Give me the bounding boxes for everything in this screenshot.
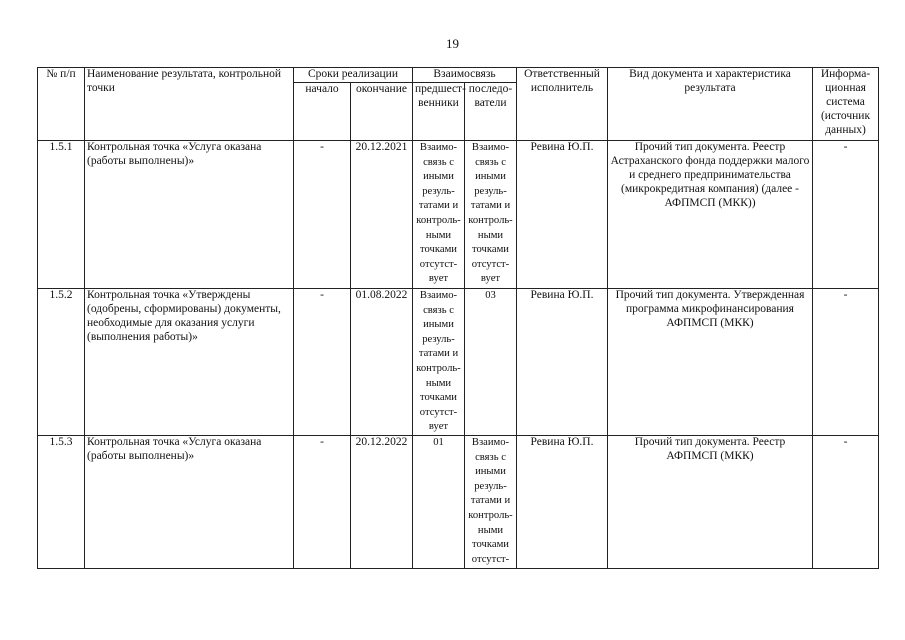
row-num: 1.5.3: [38, 435, 85, 568]
row-doc-type: Прочий тип документа. Утвержденная программа микрофинансирования АФПМСП (МКК): [608, 289, 813, 436]
header-info-system: Информа-ционная система (источник данных): [813, 68, 879, 141]
row-successors: Взаимо-связь с иными резуль-татами и контроль-ными точками отсутст-: [465, 435, 517, 568]
row-info-system: -: [813, 289, 879, 436]
row-responsible: Ревина Ю.П.: [517, 435, 608, 568]
table-row: [38, 141, 879, 289]
header-start: начало: [294, 83, 351, 141]
row-start: -: [294, 289, 351, 436]
header-relation-group: Взаимосвязь: [413, 68, 517, 83]
table-row: [38, 435, 879, 568]
row-num: 1.5.1: [38, 141, 85, 289]
row-predecessors: Взаимо-связь с иными резуль-татами и контроль-ными точками отсутст-вует: [413, 289, 465, 436]
row-num: 1.5.2: [38, 289, 85, 436]
row-name: Контрольная точка «Услуга оказана (работы выполнены)»: [85, 435, 294, 568]
row-predecessors: Взаимо-связь с иными резуль-татами и контроль-ными точками отсутст-вует: [413, 141, 465, 289]
table-row: [38, 289, 879, 436]
row-end: 20.12.2021: [351, 141, 413, 289]
row-name: Контрольная точка «Утверждены (одобрены, сформированы) документы, необходимые для оказания услуги (выполнения работы)»: [85, 289, 294, 436]
row-predecessors: 01: [413, 435, 465, 568]
header-doc-type: Вид документа и характеристика результата: [608, 68, 813, 141]
row-info-system: -: [813, 141, 879, 289]
header-responsible: Ответственный исполнитель: [517, 68, 608, 141]
header-name: Наименование результата, контрольной точки: [85, 68, 294, 141]
row-successors: Взаимо-связь с иными резуль-татами и контроль-ными точками отсутст-вует: [465, 141, 517, 289]
row-responsible: Ревина Ю.П.: [517, 141, 608, 289]
page-number: 19: [446, 36, 459, 51]
header-end: окончание: [351, 83, 413, 141]
row-start: -: [294, 141, 351, 289]
header-predecessors: предшест-венники: [413, 83, 465, 141]
control-points-table: [37, 67, 879, 569]
row-end: 20.12.2022: [351, 435, 413, 568]
row-successors: 03: [465, 289, 517, 436]
header-terms-group: Сроки реализации: [294, 68, 413, 83]
header-successors: последо-ватели: [465, 83, 517, 141]
row-responsible: Ревина Ю.П.: [517, 289, 608, 436]
row-name: Контрольная точка «Услуга оказана (работы выполнены)»: [85, 141, 294, 289]
header-num: № п/п: [38, 68, 85, 141]
row-start: -: [294, 435, 351, 568]
row-end: 01.08.2022: [351, 289, 413, 436]
row-doc-type: Прочий тип документа. Реестр Астраханского фонда поддержки малого и среднего предпринимательства (микрокредитная компания) (далее - АФПМСП (МКК)): [608, 141, 813, 289]
row-info-system: -: [813, 435, 879, 568]
row-doc-type: Прочий тип документа. Реестр АФПМСП (МКК): [608, 435, 813, 568]
table-header: [38, 68, 879, 141]
